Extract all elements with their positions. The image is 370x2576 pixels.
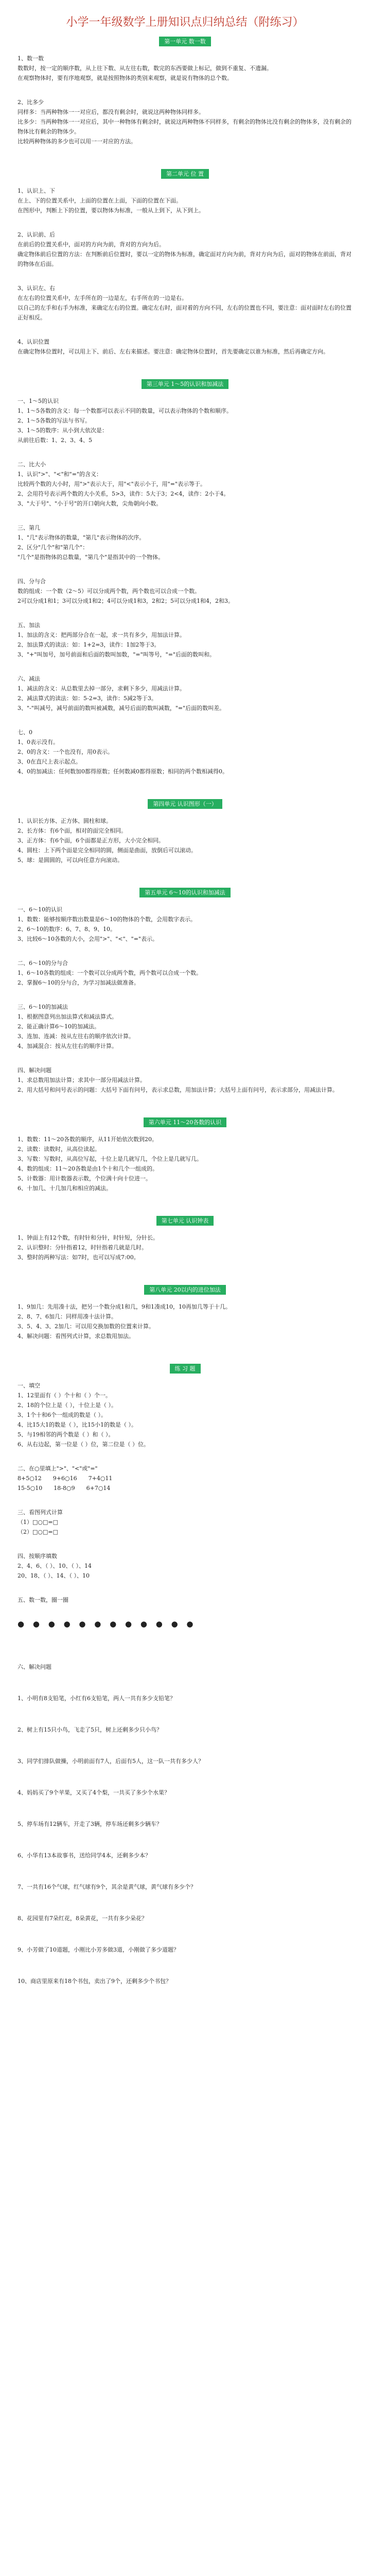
unit-heading: 第四单元 认识图形（一） — [148, 799, 222, 809]
unit-heading-wrap — [17, 1364, 353, 1374]
section-line: 5、球：是圆圆的，可以向任意方向滚动。 — [17, 857, 123, 863]
section — [17, 958, 353, 988]
section-line: 1、数数：能够按顺序数出数量是6～10的物体的个数，会用数字表示。 — [17, 916, 196, 923]
section-line: 2、能正确计算6～10的加减法。 — [17, 1023, 100, 1030]
section-line: 4、比15大1的数是（ ），比15小1的数是（ ）。 — [17, 1421, 137, 1428]
section-line: 2、18的个位上是（ ），十位上是（ ）。 — [17, 1402, 117, 1409]
section-line: 2、会用符号表示两个数的大小关系，5>3，读作：5大于3；2<4，读作：2小于4。 — [17, 490, 230, 497]
section — [17, 1302, 353, 1341]
unit-heading-wrap — [17, 1285, 353, 1295]
section-line: 二、在○里填上">"、"<"或"=" — [17, 1465, 98, 1472]
problems-heading-block — [17, 1662, 353, 1672]
section — [17, 283, 353, 323]
section-line: 4、认识位置 — [17, 338, 49, 345]
section-line: 3、"+"叫加号，加号前面和后面的数叫加数，"="叫等号，"="后面的数叫和。 — [17, 651, 216, 658]
unit-heading-wrap — [17, 169, 353, 179]
problem-text: 10、商店里原来有18个书包，卖出了9个，还剩多少个书包？ — [17, 1978, 171, 1985]
problem-item — [17, 1976, 353, 1986]
unit-heading: 第五单元 6～10的认识和加减法 — [139, 888, 231, 897]
section — [17, 674, 353, 713]
section-line: 三、看图列式计算 — [17, 1509, 63, 1516]
section-line: 在上、下的位置关系中，上面的位置在上面，下面的位置在下面。 — [17, 197, 182, 204]
section — [17, 1065, 353, 1095]
problem-text: 4、妈妈买了9个苹果，又买了4个梨，一共买了多少个水果？ — [17, 1789, 170, 1796]
unit-heading: 第七单元 认识钟表 — [156, 1216, 214, 1226]
unit-heading-wrap — [17, 37, 353, 46]
unit-heading: 练 习 题 — [170, 1364, 201, 1374]
section-line: 3、"-"叫减号，减号前面的数叫被减数，减号后面的数叫减数，"="后面的数叫差。 — [17, 705, 225, 711]
problem-text: 7、一共有16个气球，红气球有9个，其余是黄气球，黄气球有多少个？ — [17, 1884, 196, 1890]
section-line: 在确定物体位置时，可以用上下、前后、左右来描述。要注意：确定物体位置时，首先要确定以谁为标准，然后再确定方向。 — [17, 348, 329, 355]
section-line: 3、整时的两种写法：如7时，也可以写成7:00。 — [17, 1254, 139, 1261]
section-line: 1、1～5各数的含义：每一个数都可以表示不同的数量，可以表示物体的个数和顺序。 — [17, 408, 232, 414]
unit-heading: 第一单元 数一数 — [159, 37, 211, 46]
unit-heading-wrap — [17, 379, 353, 389]
section-line: 比多少：当两种物体一一对应后，其中一种物体有剩余时，就说这两种物体不同样多，有剩余的物体比没有剩余的物体多，没有剩余的物体比有剩余的物体少。 — [17, 118, 351, 135]
section-line: 在前后的位置关系中，面对的方向为前，背对的方向为后。 — [17, 241, 165, 248]
unit-heading-wrap — [17, 1216, 353, 1226]
unit-heading-wrap — [17, 1117, 353, 1127]
section — [17, 620, 353, 659]
problem-item — [17, 1693, 353, 1703]
section-line: 2、区分"几个"和"第几个"： — [17, 544, 89, 551]
section-line: 从前往后数：1、2、3、4、5 — [17, 437, 92, 444]
section-line: 2、0的含义：一个也没有，用0表示。 — [17, 749, 113, 755]
problem-item — [17, 1913, 353, 1923]
section-line: 1、求总数用加法计算；求其中一部分用减法计算。 — [17, 1077, 146, 1083]
dot-row-block — [17, 1619, 353, 1629]
section-line: 2、比多少 — [17, 99, 44, 106]
section-line: "几个"是指物体的总数量，"第几个"是指其中的一个物体。 — [17, 554, 164, 561]
section-line: 一、填空 — [17, 1382, 40, 1389]
section-line: 1、12里面有（ ）个十和（ ）个一。 — [17, 1392, 111, 1399]
section — [17, 816, 353, 865]
unit-heading: 第三单元 1～5的认识和加减法 — [142, 379, 229, 389]
section-line: 1、减法的含义：从总数里去掉一部分，求剩下多少，用减法计算。 — [17, 685, 185, 692]
section-line: 3、"大于号"、"小于号"的开口朝向大数，尖角朝向小数。 — [17, 500, 162, 507]
section — [17, 1233, 353, 1262]
section-line: 3、连加、连减：按从左往右的顺序依次计算。 — [17, 1033, 134, 1040]
section-line: 比较两种物体的多少也可以用一一对应的方法。 — [17, 138, 136, 145]
section-line: 同样多：当两种物体一一对应后，都没有剩余时，就说这两种物体同样多。 — [17, 109, 204, 115]
section-line: 2可以分成1和1；3可以分成1和2；4可以分成1和3，2和2；5可以分成1和4，2和3。 — [17, 598, 234, 604]
section-line: 四、按顺序填数 — [17, 1553, 57, 1560]
section-line: 数数时，按一定的顺序数，从上往下数、从左往右数，数完的东西要做上标记，做到不重复、不遗漏。 — [17, 65, 272, 72]
section-line: 2、4、6、（ ）、10、（ ）、14 — [17, 1563, 92, 1569]
section-line: 3、1～5的数序：从小到大依次是： — [17, 427, 108, 434]
section-line: 4、圆柱：上下两个面是完全相同的圆，侧面是曲面，放倒后可以滚动。 — [17, 847, 197, 854]
section-line: 确定物体前后位置的方法：在判断前后位置时，要以一定的物体为标准，确定面对方向为前，背对方向为后，面对的物体在前面，背对的物体在后面。 — [17, 251, 351, 267]
problem-item — [17, 1788, 353, 1798]
section-line: 1、钟面上有12个数，有时针和分针，时针短，分针长。 — [17, 1234, 158, 1241]
section-line: 4、解决问题：看图列式计算，求总数用加法。 — [17, 1333, 134, 1340]
unit-heading-wrap — [17, 799, 353, 809]
problem-item — [17, 1882, 353, 1892]
section — [17, 396, 353, 445]
section — [17, 230, 353, 269]
section-line: 七、0 — [17, 729, 32, 736]
section-line: 15-5○10 18-8○9 6+7○14 — [17, 1485, 111, 1492]
section — [17, 1464, 353, 1493]
section-line: 一、1～5的认识 — [17, 398, 59, 404]
problem-item — [17, 1945, 353, 1955]
section-line: 4、0的加减法：任何数加0都得原数；任何数减0都得原数；相同的两个数相减得0。 — [17, 768, 228, 775]
problem-text: 9、小芳做了10道题，小刚比小芳多做3道，小刚做了多少道题？ — [17, 1946, 179, 1953]
problem-item — [17, 1851, 353, 1860]
problem-text: 2、树上有15只小鸟，飞走了5只，树上还剩多少只小鸟？ — [17, 1726, 162, 1733]
unit-heading-wrap — [17, 888, 353, 897]
dot-row: ● ● ● ● ● ● ● ● ● ● ● ● — [17, 1619, 197, 1629]
section — [17, 523, 353, 562]
unit-heading: 第八单元 20以内的进位加法 — [144, 1285, 226, 1295]
section-line: 三、第几 — [17, 524, 40, 531]
section-line: 2、长方体：有6个面，相对的面完全相同。 — [17, 827, 127, 834]
section-line: 1、6～10各数的组成：一个数可以分成两个数，两个数可以合成一个数。 — [17, 970, 202, 976]
section-line: 2、认识整时：分针指着12，时针指着几就是几时。 — [17, 1244, 147, 1251]
section-line: 在观察物体时，要有序地观察，就是按照物体的类别来观察，就是说有物体的总个数。 — [17, 75, 233, 81]
section-line: 8+5○12 9+6○16 7+4○11 — [17, 1475, 113, 1482]
section-line: 一、6～10的认识 — [17, 906, 62, 913]
section — [17, 460, 353, 509]
problem-text: 1、小明有8支铅笔，小红有6支铅笔，两人一共有多少支铅笔？ — [17, 1695, 175, 1702]
section — [17, 186, 353, 215]
section-line: 1、数数：11～20各数的顺序，从11开始依次数到20。 — [17, 1136, 157, 1143]
section-line: 以自己的左手和右手为标准，来确定左右的位置。确定左右时，面对着的方向不同，左右的位置也不同，要注意：面对面时左右的位置正好相反。 — [17, 304, 351, 321]
section-line: 20、18、（ ）、14、（ ）、10 — [17, 1572, 90, 1579]
section-line: 3、写数：写数时，从高位写起，十位上是几就写几，个位上是几就写几。 — [17, 1156, 202, 1162]
section-line: 1、"几"表示物体的数量，"第几"表示物体的次序。 — [17, 534, 145, 541]
section — [17, 1551, 353, 1581]
unit-heading: 第二单元 位 置 — [161, 169, 209, 179]
section — [17, 337, 353, 357]
section-line: 3、1个十和6个一组成的数是（ ）。 — [17, 1412, 107, 1418]
section-line: 3、认识左、右 — [17, 285, 55, 292]
problems-heading: 六、解决问题 — [17, 1664, 51, 1670]
section-line: 在图形中，判断上下的位置，要以物体为标准，一般从上到下，从下到上。 — [17, 207, 204, 214]
section-line: 1、0表示没有。 — [17, 739, 59, 745]
section-line: 2、1～5各数的写法与书写。 — [17, 417, 91, 424]
problem-text: 5、停车场有12辆车，开走了3辆，停车场还剩多少辆车？ — [17, 1821, 162, 1827]
section — [17, 97, 353, 146]
section-line: 2、掌握6～10的分与合，为学习加减法做准备。 — [17, 979, 139, 986]
section-line: （2）□○□=□ — [17, 1529, 58, 1535]
problem-text: 6、小华有13本故事书，送给同学4本，还剩多少本？ — [17, 1852, 151, 1859]
section-line: 4、加减混合：按从左往右的顺序计算。 — [17, 1043, 117, 1049]
section-line: （1）□○□=□ — [17, 1519, 58, 1526]
section-line: 在左右的位置关系中，左手所在的一边是左，右手所在的一边是右。 — [17, 295, 187, 301]
section-line: 数的组成：一个数（2～5）可以分成两个数，两个数也可以合成一个数。 — [17, 588, 200, 595]
section — [17, 577, 353, 606]
section-line: 2、6～10的数序：6、7、8、9、10。 — [17, 926, 116, 933]
section-line: 二、比大小 — [17, 461, 46, 468]
section-line: 3、正方体：有6个面，6个面都是正方形，大小完全相同。 — [17, 837, 164, 844]
problem-text: 3、同学们排队做操，小明前面有7人，后面有5人，这一队一共有多少人？ — [17, 1758, 204, 1765]
section — [17, 1595, 353, 1605]
section-line: 1、认识上、下 — [17, 188, 55, 194]
section-line: 1、数一数 — [17, 55, 44, 62]
section-line: 3、比较6～10各数的大小，会用">"、"<"、"="表示。 — [17, 936, 158, 942]
section-line: 1、加法的含义：把两部分合在一起，求一共有多少，用加法计算。 — [17, 632, 185, 638]
section-line: 1、认识长方体、正方体、圆柱和球。 — [17, 818, 112, 824]
units-container — [17, 37, 353, 1619]
problem-item — [17, 1819, 353, 1829]
section — [17, 1381, 353, 1449]
section — [17, 1134, 353, 1193]
section — [17, 54, 353, 83]
section-line: 6、十加几、十几加几和相应的减法。 — [17, 1185, 112, 1192]
section-line: 1、认识">"、"<"和"="的含义： — [17, 471, 102, 478]
section — [17, 727, 353, 776]
section-line: 2、读数：读数时，从高位读起。 — [17, 1146, 100, 1153]
unit-heading: 第六单元 11～20各数的认识 — [144, 1117, 227, 1127]
section-line: 2、减法算式的读法：如：5-2=3，读作：5减2等于3。 — [17, 695, 157, 702]
section-line: 4、数的组成：11～20各数是由1个十和几个一组成的。 — [17, 1165, 158, 1172]
problems-list — [17, 1693, 353, 1986]
section-line: 二、6～10的分与合 — [17, 960, 68, 967]
section-line: 2、加法算式的读法：如：1+2=3，读作：1加2等于3。 — [17, 641, 160, 648]
section — [17, 1002, 353, 1051]
section-line: 四、解决问题 — [17, 1067, 51, 1074]
section-line: 3、0在直尺上表示起点。 — [17, 758, 81, 765]
section-line: 5、与19相邻的两个数是（ ）和（ ）。 — [17, 1431, 114, 1438]
section-line: 四、分与合 — [17, 578, 46, 585]
page-title: 小学一年级数学上册知识点归纳总结（附练习） — [66, 16, 304, 29]
problem-item — [17, 1756, 353, 1766]
section-line: 2、认识前、后 — [17, 231, 55, 238]
section-line: 三、6～10的加减法 — [17, 1004, 68, 1010]
section-line: 五、加法 — [17, 622, 40, 629]
section-line: 比较两个数的大小时，用">"表示大于，用"<"表示小于，用"="表示等于。 — [17, 481, 206, 487]
section-line: 3、5、4、3、2加几：可以用交换加数的位置来计算。 — [17, 1323, 154, 1330]
section-line: 六、减法 — [17, 675, 40, 682]
section — [17, 905, 353, 944]
problem-text: 8、花园里有7朵红花，8朵黄花，一共有多少朵花？ — [17, 1915, 147, 1922]
section-line: 5、计数器：用计数器表示数，个位满十向十位进一。 — [17, 1175, 151, 1182]
section-line: 2、用大括号和问号表示的问题：大括号下面有问号，表示求总数，用加法计算；大括号上面有问号，表示求部分，用减法计算。 — [17, 1087, 338, 1093]
problem-item — [17, 1725, 353, 1735]
section-line: 1、9加几：先用凑十法，把另一个数分成1和几，9和1凑成10，10再加几等于十几。 — [17, 1303, 231, 1310]
section-line: 五、数一数，圈一圈 — [17, 1597, 68, 1603]
section-line: 2、8、7、6加几：同样用凑十法计算。 — [17, 1313, 117, 1320]
section-line: 1、根据图意列出加法算式和减法算式。 — [17, 1013, 117, 1020]
section-line: 6、从右边起，第一位是（ ）位，第二位是（ ）位。 — [17, 1441, 149, 1448]
section — [17, 1507, 353, 1537]
